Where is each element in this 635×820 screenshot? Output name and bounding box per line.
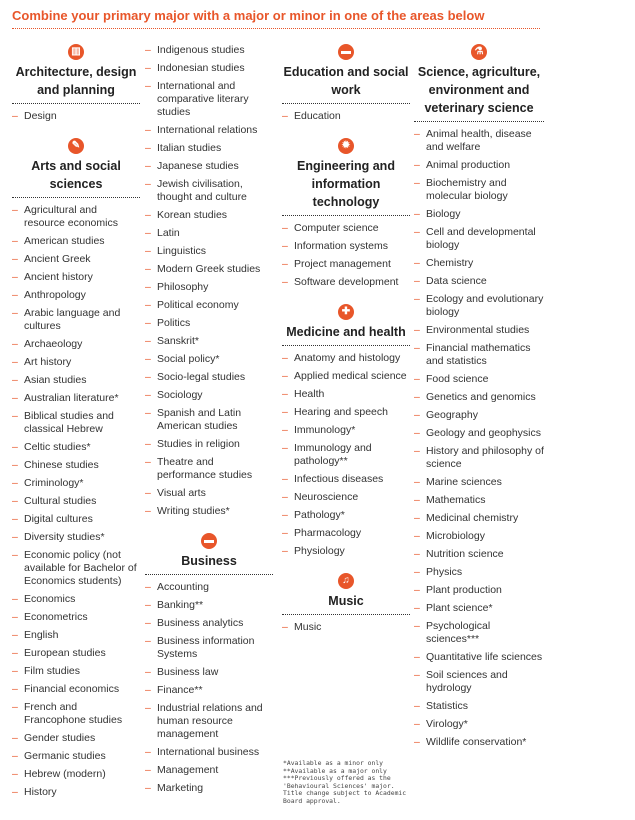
list-item: – Banking** [145,599,273,612]
list-item: – Education [282,110,410,123]
section-spacer [282,128,410,138]
list-item: – Gender studies [12,732,140,745]
study-area-list [282,222,410,289]
section-title: Education and social work [282,63,410,104]
list-item: – Psychological sciences*** [414,620,544,646]
list-item: – Financial mathematics and statistics [414,342,544,368]
section-title: Engineering and information technology [282,157,410,216]
list-item: – French and Francophone studies [12,701,140,727]
list-item: – Germanic studies [12,750,140,763]
list-item: – Diversity studies* [12,531,140,544]
pencil-icon: ✎ [68,138,84,154]
section-spacer [282,563,410,573]
list-item: – Data science [414,275,544,288]
study-area-list [282,352,410,558]
list-item: – International relations [145,124,273,137]
list-item: – Asian studies [12,374,140,387]
list-item: – Quantitative life sciences [414,651,544,664]
list-item: – Business law [145,666,273,679]
list-item: – Spanish and Latin American studies [145,407,273,433]
study-area-list [12,204,140,799]
list-item: – Project management [282,258,410,271]
list-item: – Design [12,110,140,123]
flask-icon: ⚗ [471,44,487,60]
section-spacer [145,523,273,533]
list-item: – Biology [414,208,544,221]
list-item: – Business information Systems [145,635,273,661]
list-item: – Animal health, disease and welfare [414,128,544,154]
list-item: – Nutrition science [414,548,544,561]
section [282,44,410,123]
list-item: – Accounting [145,581,273,594]
list-item: – Ancient history [12,271,140,284]
list-item: – Hearing and speech [282,406,410,419]
list-item: – American studies [12,235,140,248]
list-item: – Film studies [12,665,140,678]
list-item: – Microbiology [414,530,544,543]
list-item: – Genetics and genomics [414,391,544,404]
list-item: – Indonesian studies [145,62,273,75]
list-item: – Korean studies [145,209,273,222]
list-item: – Ancient Greek [12,253,140,266]
study-area-list [145,44,273,518]
list-item: – Industrial relations and human resource management [145,702,273,741]
list-item: – Virology* [414,718,544,731]
list-item: – Marine sciences [414,476,544,489]
list-item: – Immunology* [282,424,410,437]
column-2 [145,44,273,800]
list-item: – Software development [282,276,410,289]
list-item: – Pharmacology [282,527,410,540]
study-area-list [12,110,140,123]
footnote: *Available as a minor only **Available as a major only ***Previously offered as the 'Behavioural Sciences' major. Title change subject to Academic Board approval. [283,759,407,805]
list-item: – Indigenous studies [145,44,273,57]
briefcase-icon: ▬ [201,533,217,549]
cross-icon: ✚ [338,304,354,320]
list-item: – Geography [414,409,544,422]
list-item: – Finance** [145,684,273,697]
list-item: – Animal production [414,159,544,172]
list-item: – Cell and developmental biology [414,226,544,252]
list-item: – Celtic studies* [12,441,140,454]
list-item: – Anatomy and histology [282,352,410,365]
section-title: Architecture, design and planning [12,63,140,104]
list-item: – Neuroscience [282,491,410,504]
section-title: Science, agriculture, environment and veterinary science [414,63,544,122]
list-item: – Ecology and evolutionary biology [414,293,544,319]
list-item: – Visual arts [145,487,273,500]
list-item: – International and comparative literary studies [145,80,273,119]
column-4 [414,44,544,754]
list-item: – Physiology [282,545,410,558]
list-item: – European studies [12,647,140,660]
list-item: – Business analytics [145,617,273,630]
list-item: – Politics [145,317,273,330]
list-item: – Anthropology [12,289,140,302]
gear-icon: ✹ [338,138,354,154]
list-item: – Food science [414,373,544,386]
page-heading: Combine your primary major with a major or minor in one of the areas below [12,8,540,29]
section [12,44,140,123]
list-item: – Environmental studies [414,324,544,337]
column-3 [282,44,410,639]
list-item: – Theatre and performance studies [145,456,273,482]
list-item: – Socio-legal studies [145,371,273,384]
section [282,294,410,558]
list-item: – Italian studies [145,142,273,155]
section [145,44,273,518]
list-item: – Medicinal chemistry [414,512,544,525]
list-item: – Sanskrit* [145,335,273,348]
section [282,128,410,289]
list-item: – Art history [12,356,140,369]
list-item: – Political economy [145,299,273,312]
list-item: – History and philosophy of science [414,445,544,471]
study-area-list [414,128,544,749]
list-item: – Geology and geophysics [414,427,544,440]
section [145,523,273,795]
list-item: – Plant science* [414,602,544,615]
list-item: – Biochemistry and molecular biology [414,177,544,203]
list-item: – Immunology and pathology** [282,442,410,468]
list-item: – Infectious diseases [282,473,410,486]
list-item: – Japanese studies [145,160,273,173]
list-item: – Biblical studies and classical Hebrew [12,410,140,436]
study-area-list [282,110,410,123]
building-icon: ▥ [68,44,84,60]
list-item: – Hebrew (modern) [12,768,140,781]
list-item: – Applied medical science [282,370,410,383]
list-item: – Econometrics [12,611,140,624]
list-item: – Modern Greek studies [145,263,273,276]
list-item: – Statistics [414,700,544,713]
list-item: – Criminology* [12,477,140,490]
list-item: – Computer science [282,222,410,235]
list-item: – English [12,629,140,642]
list-item: – Studies in religion [145,438,273,451]
list-item: – Music [282,621,410,634]
section [414,44,544,749]
list-item: – Soil sciences and hydrology [414,669,544,695]
list-item: – Social policy* [145,353,273,366]
list-item: – History [12,786,140,799]
list-item: – Archaeology [12,338,140,351]
list-item: – Financial economics [12,683,140,696]
list-item: – Pathology* [282,509,410,522]
list-item: – Mathematics [414,494,544,507]
study-area-list [145,581,273,795]
section-title: Arts and social sciences [12,157,140,198]
pill-icon: ▬ [338,44,354,60]
list-item: – Agricultural and resource economics [12,204,140,230]
list-item: – Physics [414,566,544,579]
list-item: – Economics [12,593,140,606]
list-item: – Digital cultures [12,513,140,526]
list-item: – Chinese studies [12,459,140,472]
section-spacer [12,128,140,138]
list-item: – Jewish civilisation, thought and culture [145,178,273,204]
study-area-list [282,621,410,634]
list-item: – Information systems [282,240,410,253]
list-item: – Australian literature* [12,392,140,405]
music-note-icon: ♫ [338,573,354,589]
list-item: – International business [145,746,273,759]
list-item: – Marketing [145,782,273,795]
section-title: Business [145,552,273,575]
section [12,128,140,799]
list-item: – Economic policy (not available for Bachelor of Economics students) [12,549,140,588]
column-1 [12,44,140,804]
list-item: – Plant production [414,584,544,597]
list-item: – Health [282,388,410,401]
list-item: – Linguistics [145,245,273,258]
list-item: – Latin [145,227,273,240]
section-title: Music [282,592,410,615]
list-item: – Arabic language and cultures [12,307,140,333]
list-item: – Chemistry [414,257,544,270]
list-item: – Cultural studies [12,495,140,508]
list-item: – Management [145,764,273,777]
section-spacer [282,294,410,304]
section [282,563,410,634]
section-title: Medicine and health [282,323,410,346]
list-item: – Sociology [145,389,273,402]
list-item: – Philosophy [145,281,273,294]
list-item: – Wildlife conservation* [414,736,544,749]
list-item: – Writing studies* [145,505,273,518]
